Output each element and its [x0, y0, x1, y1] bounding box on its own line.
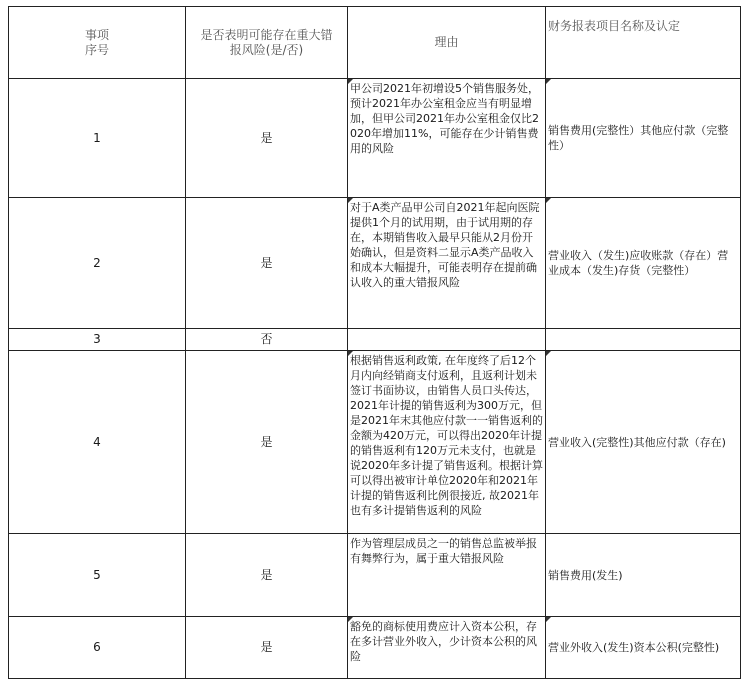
row-account-assertion: 营业收入（发生)应收账款（存在）营业成本（发生)存货（完整性） — [546, 198, 741, 329]
row-reason: 豁免的商标使用费应计入资本公积，存在多计营业外收入，少计资本公积的风险 — [348, 617, 546, 679]
row-number: 2 — [9, 198, 186, 329]
row-account-assertion: 营业收入(完整性)其他应付款（存在) — [546, 351, 741, 534]
row-number: 3 — [9, 329, 186, 351]
table-row — [9, 329, 741, 351]
table-row — [9, 198, 741, 329]
row-number: 4 — [9, 351, 186, 534]
header-reason: 理由 — [348, 7, 546, 79]
table-row — [9, 351, 741, 534]
row-number: 1 — [9, 79, 186, 198]
row-number: 5 — [9, 534, 186, 617]
row-account-assertion: 营业外收入(发生)资本公积(完整性) — [546, 617, 741, 679]
row-number: 6 — [9, 617, 186, 679]
row-risk: 是 — [186, 617, 348, 679]
row-risk: 是 — [186, 79, 348, 198]
header-item-number: 事项 序号 — [9, 7, 186, 79]
header-risk: 是否表明可能存在重大错 报风险(是/否) — [186, 7, 348, 79]
row-risk: 是 — [186, 198, 348, 329]
table-row — [9, 617, 741, 679]
row-account-assertion — [546, 329, 741, 351]
assessment-table — [8, 6, 741, 679]
header-row — [9, 7, 741, 79]
table-row — [9, 534, 741, 617]
row-reason: 作为管理层成员之一的销售总监被举报有舞弊行为，属于重大错报风险 — [348, 534, 546, 617]
row-reason: 甲公司2021年初增设5个销售服务处，预计2021年办公室租金应当有明显增加，但甲公司2021年办公室租金仅比2020年增加11%，可能存在少计销售费用的风险 — [348, 79, 546, 198]
row-reason — [348, 329, 546, 351]
row-risk: 是 — [186, 534, 348, 617]
row-risk: 是 — [186, 351, 348, 534]
row-risk: 否 — [186, 329, 348, 351]
header-account-assertion: 财务报表项目名称及认定 — [546, 7, 741, 79]
row-reason: 根据销售返利政策, 在年度终了后12个月内向经销商支付返利，且返利计划未签订书面协议，由销售人员口头传达，2021年计提的销售返利为300万元，但是2021年末其他应付款一一销售返利的金额为420万元，可以得出2020年计提的销售返利有120万元未支付，也就是说2020年多计提了销售返利。根据计算可以得出被审计单位2020年和2021年计提的销售返利比例很接近, 故2021年也有多计提销售返利的风险 — [348, 351, 546, 534]
row-account-assertion: 销售费用(发生) — [546, 534, 741, 617]
row-reason: 对于A类产品甲公司自2021年起向医院提供1个月的试用期，由于试用期的存在，本期销售收入最早只能从2月份开始确认，但是资料二显示A类产品收入和成本大幅提升，可能表明存在提前确认收入的重大错报风险 — [348, 198, 546, 329]
row-account-assertion: 销售费用(完整性）其他应付款（完整性） — [546, 79, 741, 198]
table-row — [9, 79, 741, 198]
